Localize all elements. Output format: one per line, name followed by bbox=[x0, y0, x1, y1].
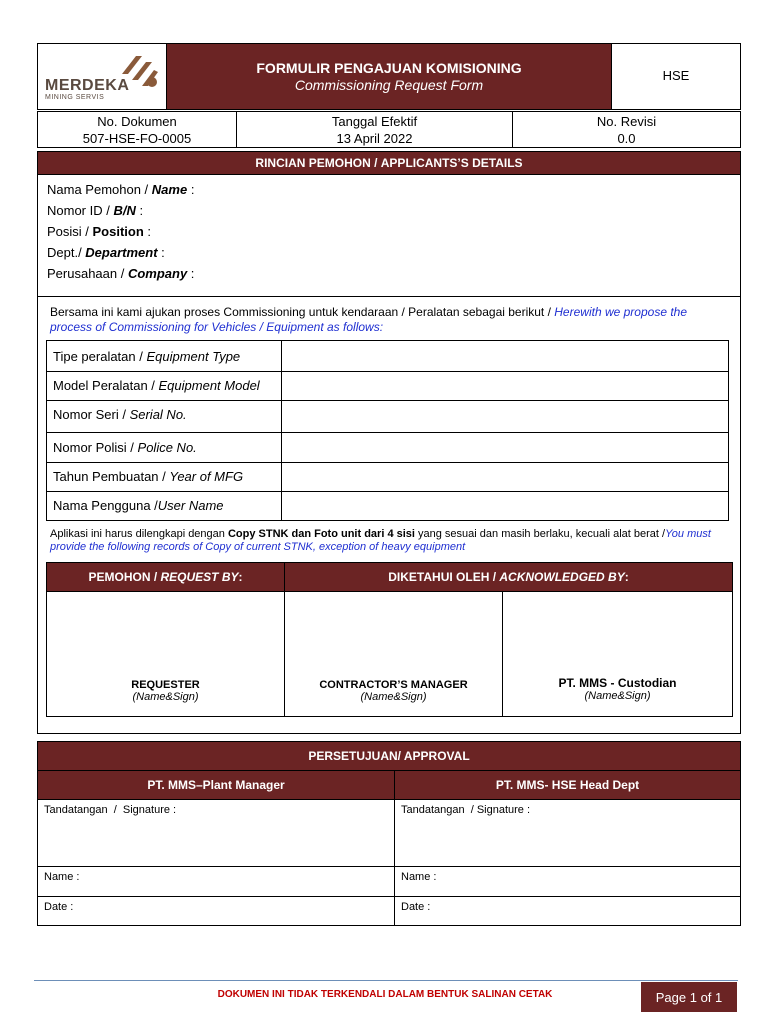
request-by-heading-id: PEMOHON / bbox=[88, 570, 161, 584]
hse-head-heading: PT. MMS- HSE Head Dept bbox=[395, 771, 740, 800]
field-company[interactable] bbox=[47, 266, 727, 287]
requester-sign-box[interactable] bbox=[47, 592, 285, 716]
equipment-year-label: Tahun Pembuatan / bbox=[53, 468, 170, 484]
applicant-heading bbox=[38, 152, 740, 175]
custodian-role: PT. MMS - Custodian bbox=[558, 676, 677, 690]
plant-manager-signature-field[interactable] bbox=[38, 800, 395, 867]
field-id[interactable] bbox=[47, 203, 727, 224]
field-id-label: Nomor ID / bbox=[47, 203, 114, 218]
field-name-label: Nama Pemohon / bbox=[47, 182, 152, 197]
logo-subtitle: MINING SERVIS bbox=[45, 94, 105, 101]
plant-manager-heading: PT. MMS–Plant Manager bbox=[38, 771, 395, 800]
field-department-label: Dept./ bbox=[47, 245, 86, 260]
equipment-year-input[interactable] bbox=[282, 462, 728, 491]
docinfo-revision-value: 0.0 bbox=[617, 130, 636, 146]
approval-heading: PERSETUJUAN/ APPROVAL bbox=[38, 742, 740, 771]
equipment-serial-input[interactable] bbox=[282, 400, 728, 432]
equipment-model-input[interactable] bbox=[282, 371, 728, 400]
dept-cell: HSE bbox=[662, 67, 690, 83]
proposal-text-en: Herewith we propose the process of Commissioning for Vehicles / Equipment as follows: bbox=[50, 305, 688, 334]
proposal-text-id: Bersama ini kami ajukan proses Commissioning untuk kendaraan / Peralatan sebagai berikut / bbox=[50, 305, 555, 319]
field-position-colon: : bbox=[143, 224, 152, 239]
equipment-table bbox=[46, 340, 729, 521]
equipment-user-input[interactable] bbox=[282, 491, 728, 520]
footer-rule bbox=[34, 980, 738, 981]
acknowledged-by-heading bbox=[285, 563, 732, 592]
request-by-heading bbox=[47, 563, 285, 592]
custodian-sign-box[interactable] bbox=[503, 592, 732, 716]
field-company-label: Perusahaan / bbox=[47, 266, 128, 281]
field-company-colon: : bbox=[187, 266, 195, 281]
contractor-manager-hint: (Name&Sign) bbox=[360, 691, 427, 703]
contractor-manager-sign-box[interactable] bbox=[285, 592, 503, 716]
logo-cell bbox=[38, 44, 166, 109]
contractor-manager-role: CONTRACTOR’S MANAGER bbox=[319, 679, 468, 691]
equipment-type-label: Tipe peralatan / bbox=[53, 348, 147, 364]
hse-head-signature-field[interactable] bbox=[395, 800, 740, 867]
requester-role: REQUESTER bbox=[131, 679, 200, 691]
equipment-model-label-en: Equipment Model bbox=[158, 378, 260, 393]
requester-hint: (Name&Sign) bbox=[132, 691, 199, 703]
attachment-note-en: You must provide the following records of Copy of current STNK, exception of heavy equipment bbox=[50, 528, 711, 553]
hse-head-name-field[interactable] bbox=[395, 867, 740, 897]
docinfo-number-value: 507-HSE-FO-0005 bbox=[82, 130, 192, 146]
request-by-heading-en: REQUEST BY bbox=[160, 570, 239, 584]
docinfo-revision-label: No. Revisi bbox=[596, 113, 657, 129]
docinfo-number-label: No. Dokumen bbox=[97, 113, 177, 129]
equipment-row-model bbox=[53, 371, 260, 400]
equipment-row-user bbox=[53, 491, 224, 520]
field-name[interactable] bbox=[47, 182, 727, 203]
applicant-heading-id: RINCIAN PEMOHON / bbox=[255, 156, 381, 170]
form-subtitle: Commissioning Request Form bbox=[294, 77, 484, 93]
field-department-label-en: Department bbox=[85, 245, 158, 260]
acknowledged-by-heading-id: DIKETAHUI OLEH / bbox=[388, 570, 500, 584]
attachment-note-pre: Aplikasi ini harus dilengkapi dengan bbox=[50, 528, 228, 540]
applicant-fields bbox=[47, 182, 727, 287]
field-position[interactable] bbox=[47, 224, 727, 245]
docinfo-revision bbox=[513, 112, 740, 147]
equipment-model-label: Model Peralatan / bbox=[53, 378, 159, 393]
applicant-heading-en: APPLICANTS’S DETAILS bbox=[380, 156, 523, 170]
field-department[interactable] bbox=[47, 245, 727, 266]
equipment-police-label-en: Police No. bbox=[137, 439, 197, 455]
plant-manager-date-field[interactable] bbox=[38, 897, 395, 925]
field-name-label-en: Name bbox=[151, 182, 188, 197]
acknowledged-by-heading-en: ACKNOWLEDGED BY bbox=[499, 570, 625, 584]
hse-head-name-label: Name : bbox=[401, 871, 437, 883]
request-by-heading-colon: : bbox=[238, 570, 243, 584]
equipment-year-label-en: Year of MFG bbox=[169, 468, 244, 484]
docinfo-date-label: Tanggal Efektif bbox=[331, 113, 418, 129]
docinfo-date bbox=[237, 112, 513, 147]
equipment-row-serial bbox=[53, 400, 187, 428]
field-position-label-en: Position bbox=[92, 224, 144, 239]
equipment-serial-label-en: Serial No. bbox=[129, 406, 187, 422]
signature-table bbox=[46, 562, 733, 717]
acknowledged-by-heading-colon: : bbox=[624, 570, 629, 584]
attachment-note-post: yang sesuai dan masih berlaku, kecuali alat berat / bbox=[414, 528, 666, 540]
equipment-user-label: Nama Pengguna / bbox=[53, 498, 158, 513]
title-cell bbox=[166, 44, 612, 109]
equipment-police-label: Nomor Polisi / bbox=[53, 439, 138, 455]
custodian-hint: (Name&Sign) bbox=[584, 690, 651, 702]
docinfo-number bbox=[38, 112, 237, 147]
field-id-label-en: B/N bbox=[113, 203, 136, 218]
equipment-row-police bbox=[53, 432, 197, 462]
plant-manager-name-label: Name : bbox=[44, 871, 80, 883]
field-company-label-en: Company bbox=[127, 266, 188, 281]
page-indicator: Page 1 of 1 bbox=[641, 982, 737, 1012]
equipment-type-input[interactable] bbox=[282, 341, 728, 371]
approval-table bbox=[37, 741, 741, 926]
plant-manager-date-label: Date : bbox=[44, 901, 74, 913]
plant-manager-name-field[interactable] bbox=[38, 867, 395, 897]
equipment-police-input[interactable] bbox=[282, 432, 728, 462]
uncontrolled-notice: DOKUMEN INI TIDAK TERKENDALI DALAM BENTUK SALINAN CETAK bbox=[217, 988, 553, 1000]
proposal-text bbox=[50, 305, 732, 335]
attachment-note bbox=[50, 528, 734, 554]
hse-head-date-label: Date : bbox=[401, 901, 431, 913]
docinfo-date-value: 13 April 2022 bbox=[336, 130, 413, 146]
equipment-row-year bbox=[53, 462, 243, 490]
field-name-colon: : bbox=[187, 182, 195, 197]
field-position-label: Posisi / bbox=[47, 224, 93, 239]
plant-manager-signature-label: Tandatangan / Signature : bbox=[44, 804, 177, 816]
field-department-colon: : bbox=[157, 245, 165, 260]
form-title: FORMULIR PENGAJUAN KOMISIONING bbox=[256, 60, 522, 76]
field-id-colon: : bbox=[135, 203, 144, 218]
equipment-user-label-en: User Name bbox=[157, 498, 224, 513]
equipment-serial-label: Nomor Seri / bbox=[53, 406, 130, 422]
section-divider bbox=[38, 296, 740, 297]
attachment-note-bold: Copy STNK dan Foto unit dari 4 sisi bbox=[227, 528, 415, 540]
equipment-type-label-en: Equipment Type bbox=[146, 348, 241, 364]
logo-brand: MERDEKA bbox=[45, 77, 130, 94]
hse-head-date-field[interactable] bbox=[395, 897, 740, 925]
hse-head-signature-label: Tandatangan / Signature : bbox=[401, 804, 531, 816]
equipment-row-type bbox=[53, 341, 240, 371]
